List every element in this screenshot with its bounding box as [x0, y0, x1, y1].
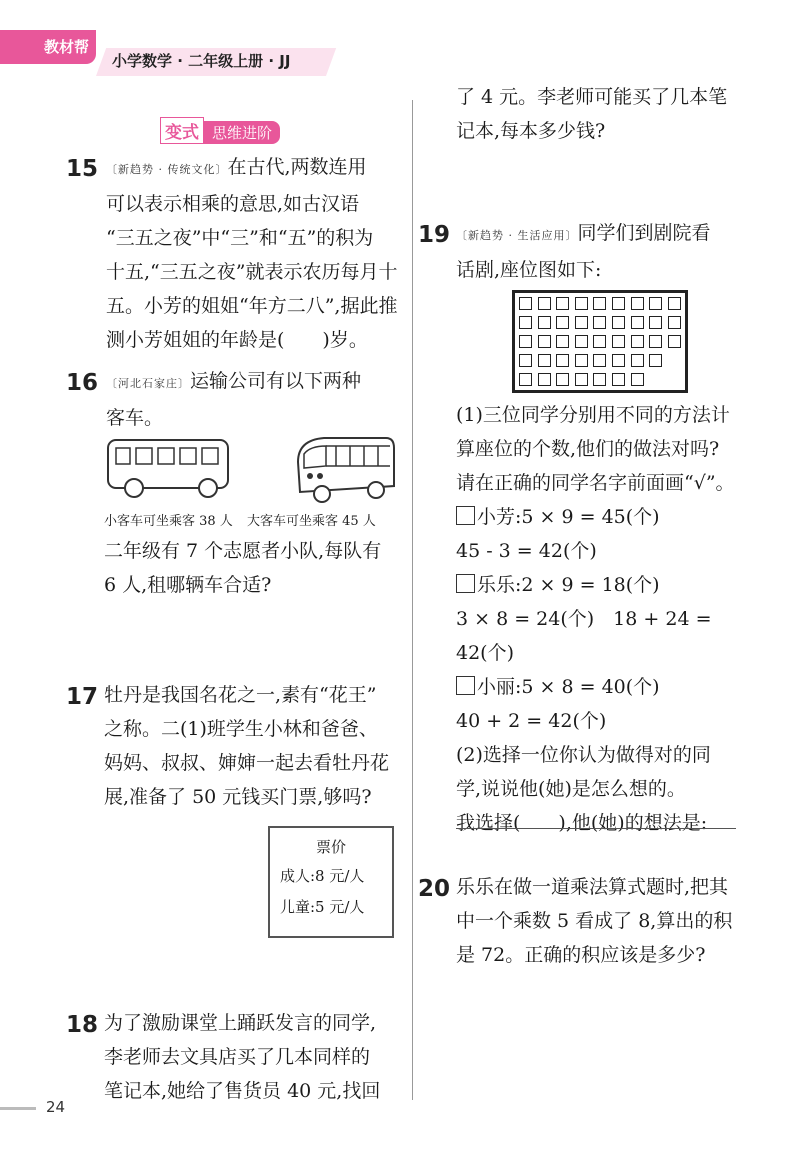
- seat: [649, 297, 662, 310]
- seat: [649, 354, 662, 367]
- checkbox-xiaofang[interactable]: [456, 506, 475, 525]
- q16-tag: 〔河北石家庄〕: [106, 377, 190, 390]
- seat: [593, 373, 606, 386]
- seat: [556, 335, 569, 348]
- q18-number: 18: [66, 1012, 99, 1038]
- seat: [631, 373, 644, 386]
- seat: [612, 354, 625, 367]
- seat: [668, 335, 681, 348]
- q16-number: 16: [66, 370, 99, 396]
- ticket-price-board: [268, 826, 394, 938]
- seat: [631, 297, 644, 310]
- seat: [631, 316, 644, 329]
- q19-tag: 〔新趋势 · 生活应用〕: [456, 229, 578, 242]
- seat: [556, 373, 569, 386]
- big-bus-illustration: [290, 432, 400, 504]
- seat: [631, 335, 644, 348]
- seat: [612, 316, 625, 329]
- q16-text: 〔河北石家庄〕运输公司有以下两种 客车。: [106, 370, 362, 429]
- seat: [575, 297, 588, 310]
- q16-captions: [104, 510, 376, 529]
- section-label-main: 变式: [160, 117, 204, 144]
- seat: [649, 335, 662, 348]
- q18-continued: 了 4 元。李老师可能买了几本笔 记本,每本多少钱?: [456, 86, 728, 142]
- seat: [556, 297, 569, 310]
- seat: [538, 297, 551, 310]
- seat: [519, 297, 532, 310]
- ticket-title: 票价: [315, 838, 346, 856]
- seat: [519, 373, 532, 386]
- seat: [612, 335, 625, 348]
- seat: [556, 354, 569, 367]
- seat: [593, 354, 606, 367]
- page-number: 24: [46, 1098, 66, 1116]
- seat: [593, 335, 606, 348]
- ticket-adult: 成人:8 元/人: [280, 867, 365, 885]
- section-label-sub: 思维进阶: [204, 121, 280, 144]
- q20-text: 乐乐在做一道乘法算式题时,把其 中一个乘数 5 看成了 8,算出的积 是 72。正确的积应该是多少?: [456, 876, 733, 966]
- seat: [575, 354, 588, 367]
- answer-line[interactable]: [456, 828, 736, 829]
- seat: [668, 316, 681, 329]
- small-bus-caption: 小客车可坐乘客 38 人: [104, 514, 233, 529]
- seat: [668, 297, 681, 310]
- ticket-child: 儿童:5 元/人: [280, 898, 365, 916]
- seat: [649, 316, 662, 329]
- method-xiaoli: 小丽:5 × 8 = 40(个): [456, 670, 756, 704]
- q18-text: 为了激励课堂上踊跃发言的同学, 李老师去文具店买了几本同样的 笔记本,她给了售货员 40 元,找回: [104, 1012, 381, 1102]
- seat: [612, 373, 625, 386]
- seat: [593, 316, 606, 329]
- q15-number: 15: [66, 156, 99, 182]
- seat: [519, 335, 532, 348]
- seat: [631, 354, 644, 367]
- q19-text: 〔新趋势 · 生活应用〕同学们到剧院看 话剧,座位图如下:: [456, 222, 711, 281]
- book-title: 小学数学 · 二年级上册 · JJ: [112, 52, 291, 70]
- q20-number: 20: [418, 876, 451, 902]
- seat: [575, 373, 588, 386]
- method-lele: 乐乐:2 × 9 = 18(个): [456, 568, 756, 602]
- section-label: [160, 117, 280, 144]
- seat: [519, 316, 532, 329]
- q15-tag: 〔新趋势 · 传统文化〕: [106, 163, 228, 176]
- seat: [519, 354, 532, 367]
- method-xiaofang: 小芳:5 × 9 = 45(个): [456, 500, 756, 534]
- seating-chart: [512, 290, 688, 393]
- seat: [556, 316, 569, 329]
- small-bus-illustration: [104, 436, 232, 500]
- q17-number: 17: [66, 684, 99, 710]
- seat: [593, 297, 606, 310]
- seat: [538, 373, 551, 386]
- q17-text: 牡丹是我国名花之一,素有“花王” 之称。二(1)班学生小林和爸爸、 妈妈、叔叔、婶婶一起去看牡丹花 展,准备了 50 元钱买门票,够吗?: [104, 684, 390, 808]
- brand-tab: 教材帮: [0, 30, 96, 64]
- seat: [538, 316, 551, 329]
- q15-text: 〔新趋势 · 传统文化〕在古代,两数连用 可以表示相乘的意思,如古汉语 “三五之夜”中“三”和“五”的积为 十五,“三五之夜”就表示农历每月十 五。小芳的姐姐“年方二八”,据此推 测小芳姐姐的年龄是( )岁。: [106, 156, 398, 351]
- seat: [538, 335, 551, 348]
- q16-question: 二年级有 7 个志愿者小队,每队有 6 人,租哪辆车合适?: [104, 540, 382, 596]
- checkbox-xiaoli[interactable]: [456, 676, 475, 695]
- page-footer-line: [0, 1107, 36, 1110]
- seat: [538, 354, 551, 367]
- checkbox-lele[interactable]: [456, 574, 475, 593]
- q19-part1: (1)三位同学分别用不同的方法计 算座位的个数,他们的做法对吗? 请在正确的同学名字前面画“√”。 小芳:5 × 9 = 45(个) 45 - 3 = 42(个) 乐乐:2 × 9 = 18(个) 3 × 8 = 24(个) 18 + 24 = 42(个) 小丽:5 × 8 = 40(个) 40 + 2 = 42(个) (2)选择一位你认为做得对的同 学,说说他(她)是怎么想的。 我选择( ),他(她)的想法是:: [456, 398, 756, 840]
- seat: [575, 335, 588, 348]
- seat: [575, 316, 588, 329]
- column-divider: [412, 100, 413, 1100]
- seat: [612, 297, 625, 310]
- q19-number: 19: [418, 222, 451, 248]
- big-bus-caption: 大客车可坐乘客 45 人: [246, 514, 376, 529]
